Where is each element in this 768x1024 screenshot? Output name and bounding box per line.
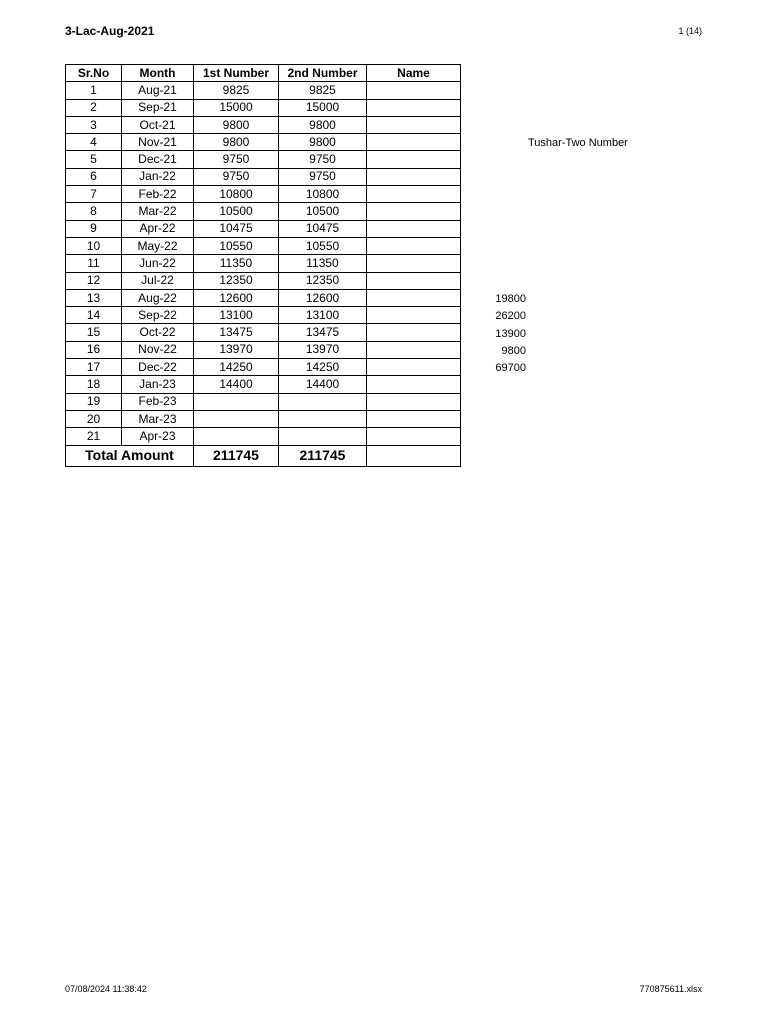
table-row xyxy=(66,255,461,272)
cell-sr-no: 21 xyxy=(66,428,122,445)
cell-second-number: 14400 xyxy=(279,376,367,393)
cell-second-number: 10475 xyxy=(279,220,367,237)
table-row xyxy=(66,410,461,427)
cell-second-number: 10550 xyxy=(279,237,367,254)
cell-name xyxy=(367,220,461,237)
table-row xyxy=(66,134,461,151)
cell-month: Jan-22 xyxy=(122,168,194,185)
cell-month: Aug-21 xyxy=(122,82,194,99)
cell-first-number: 13100 xyxy=(194,307,279,324)
cell-name xyxy=(367,151,461,168)
table-row xyxy=(66,272,461,289)
table-row xyxy=(66,203,461,220)
cell-sr-no: 7 xyxy=(66,186,122,203)
cell-sr-no: 15 xyxy=(66,324,122,341)
table-row xyxy=(66,99,461,116)
cell-name xyxy=(367,410,461,427)
cell-second-number: 9800 xyxy=(279,134,367,151)
table-row xyxy=(66,82,461,99)
table-row xyxy=(66,324,461,341)
cell-first-number: 12350 xyxy=(194,272,279,289)
cell-sr-no: 14 xyxy=(66,307,122,324)
cell-second-number: 13970 xyxy=(279,341,367,358)
total-name xyxy=(367,445,461,466)
cell-first-number: 11350 xyxy=(194,255,279,272)
column-header-first-number: 1st Number xyxy=(194,65,279,82)
cell-name xyxy=(367,134,461,151)
table-row xyxy=(66,376,461,393)
side-value: 69700 xyxy=(495,362,526,375)
cell-sr-no: 10 xyxy=(66,237,122,254)
cell-month: Apr-22 xyxy=(122,220,194,237)
cell-first-number xyxy=(194,393,279,410)
cell-name xyxy=(367,82,461,99)
cell-first-number: 14400 xyxy=(194,376,279,393)
cell-first-number: 9825 xyxy=(194,82,279,99)
column-header-month: Month xyxy=(122,65,194,82)
cell-second-number: 9825 xyxy=(279,82,367,99)
cell-first-number: 15000 xyxy=(194,99,279,116)
cell-sr-no: 17 xyxy=(66,359,122,376)
cell-first-number: 9750 xyxy=(194,168,279,185)
cell-second-number: 13100 xyxy=(279,307,367,324)
cell-month: Dec-21 xyxy=(122,151,194,168)
cell-month: Oct-22 xyxy=(122,324,194,341)
table-row xyxy=(66,168,461,185)
cell-month: Jun-22 xyxy=(122,255,194,272)
cell-name xyxy=(367,168,461,185)
table-row xyxy=(66,116,461,133)
total-label: Total Amount xyxy=(66,445,194,466)
cell-month: May-22 xyxy=(122,237,194,254)
cell-sr-no: 16 xyxy=(66,341,122,358)
table-row xyxy=(66,307,461,324)
table-row xyxy=(66,289,461,306)
cell-second-number: 10500 xyxy=(279,203,367,220)
cell-second-number: 11350 xyxy=(279,255,367,272)
cell-sr-no: 19 xyxy=(66,393,122,410)
cell-first-number: 10500 xyxy=(194,203,279,220)
cell-sr-no: 12 xyxy=(66,272,122,289)
cell-month: Nov-21 xyxy=(122,134,194,151)
cell-month: Dec-22 xyxy=(122,359,194,376)
table-row xyxy=(66,428,461,445)
column-header-name: Name xyxy=(367,65,461,82)
header-row xyxy=(66,65,461,82)
cell-second-number xyxy=(279,428,367,445)
table-row xyxy=(66,237,461,254)
cell-month: Nov-22 xyxy=(122,341,194,358)
cell-first-number: 10800 xyxy=(194,186,279,203)
cell-name xyxy=(367,99,461,116)
cell-month: Oct-21 xyxy=(122,116,194,133)
cell-name xyxy=(367,237,461,254)
cell-sr-no: 18 xyxy=(66,376,122,393)
cell-month: Jul-22 xyxy=(122,272,194,289)
cell-name xyxy=(367,359,461,376)
cell-sr-no: 11 xyxy=(66,255,122,272)
cell-sr-no: 20 xyxy=(66,410,122,427)
total-second-number: 211745 xyxy=(279,445,367,466)
cell-month: Mar-22 xyxy=(122,203,194,220)
cell-sr-no: 2 xyxy=(66,99,122,116)
cell-second-number: 9750 xyxy=(279,151,367,168)
table-row xyxy=(66,341,461,358)
cell-sr-no: 3 xyxy=(66,116,122,133)
cell-month: Sep-21 xyxy=(122,99,194,116)
cell-name xyxy=(367,289,461,306)
cell-sr-no: 13 xyxy=(66,289,122,306)
cell-name xyxy=(367,341,461,358)
table-row xyxy=(66,151,461,168)
cell-first-number: 9800 xyxy=(194,134,279,151)
cell-first-number: 13475 xyxy=(194,324,279,341)
column-header-second-number: 2nd Number xyxy=(279,65,367,82)
column-header-sr-no: Sr.No xyxy=(66,65,122,82)
cell-sr-no: 5 xyxy=(66,151,122,168)
side-note: Tushar-Two Number xyxy=(528,137,628,149)
cell-name xyxy=(367,116,461,133)
total-row xyxy=(66,445,461,466)
cell-month: Feb-22 xyxy=(122,186,194,203)
data-table xyxy=(65,64,461,467)
cell-name xyxy=(367,255,461,272)
cell-name xyxy=(367,393,461,410)
cell-name xyxy=(367,376,461,393)
cell-name xyxy=(367,272,461,289)
cell-name xyxy=(367,186,461,203)
page-title: 3-Lac-Aug-2021 xyxy=(65,24,155,38)
total-first-number: 211745 xyxy=(194,445,279,466)
cell-month: Apr-23 xyxy=(122,428,194,445)
side-values xyxy=(482,292,526,378)
cell-name xyxy=(367,324,461,341)
cell-second-number: 9800 xyxy=(279,116,367,133)
footer-filename: 770875611.xlsx xyxy=(639,984,702,994)
cell-first-number: 14250 xyxy=(194,359,279,376)
cell-second-number: 13475 xyxy=(279,324,367,341)
cell-first-number: 12600 xyxy=(194,289,279,306)
table-row xyxy=(66,359,461,376)
table-row xyxy=(66,393,461,410)
side-value: 19800 xyxy=(495,293,526,305)
cell-month: Jan-23 xyxy=(122,376,194,393)
cell-second-number xyxy=(279,410,367,427)
cell-first-number xyxy=(194,410,279,427)
cell-sr-no: 6 xyxy=(66,168,122,185)
cell-month: Mar-23 xyxy=(122,410,194,427)
cell-month: Feb-23 xyxy=(122,393,194,410)
cell-name xyxy=(367,428,461,445)
cell-second-number: 14250 xyxy=(279,359,367,376)
cell-second-number xyxy=(279,393,367,410)
cell-sr-no: 4 xyxy=(66,134,122,151)
cell-sr-no: 9 xyxy=(66,220,122,237)
cell-name xyxy=(367,307,461,324)
side-value: 26200 xyxy=(495,310,526,323)
table-row xyxy=(66,220,461,237)
cell-first-number: 9750 xyxy=(194,151,279,168)
cell-second-number: 10800 xyxy=(279,186,367,203)
table-row xyxy=(66,186,461,203)
cell-second-number: 9750 xyxy=(279,168,367,185)
side-value: 9800 xyxy=(501,344,526,357)
cell-sr-no: 1 xyxy=(66,82,122,99)
side-value: 13900 xyxy=(495,327,526,340)
page-number: 1 (14) xyxy=(678,26,702,36)
cell-month: Aug-22 xyxy=(122,289,194,306)
cell-first-number: 10550 xyxy=(194,237,279,254)
cell-second-number: 12350 xyxy=(279,272,367,289)
table-body xyxy=(66,82,461,445)
cell-month: Sep-22 xyxy=(122,307,194,324)
cell-first-number xyxy=(194,428,279,445)
cell-second-number: 12600 xyxy=(279,289,367,306)
cell-name xyxy=(367,203,461,220)
footer-timestamp: 07/08/2024 11:38:42 xyxy=(65,984,147,994)
cell-first-number: 13970 xyxy=(194,341,279,358)
cell-first-number: 9800 xyxy=(194,116,279,133)
cell-first-number: 10475 xyxy=(194,220,279,237)
cell-sr-no: 8 xyxy=(66,203,122,220)
cell-second-number: 15000 xyxy=(279,99,367,116)
